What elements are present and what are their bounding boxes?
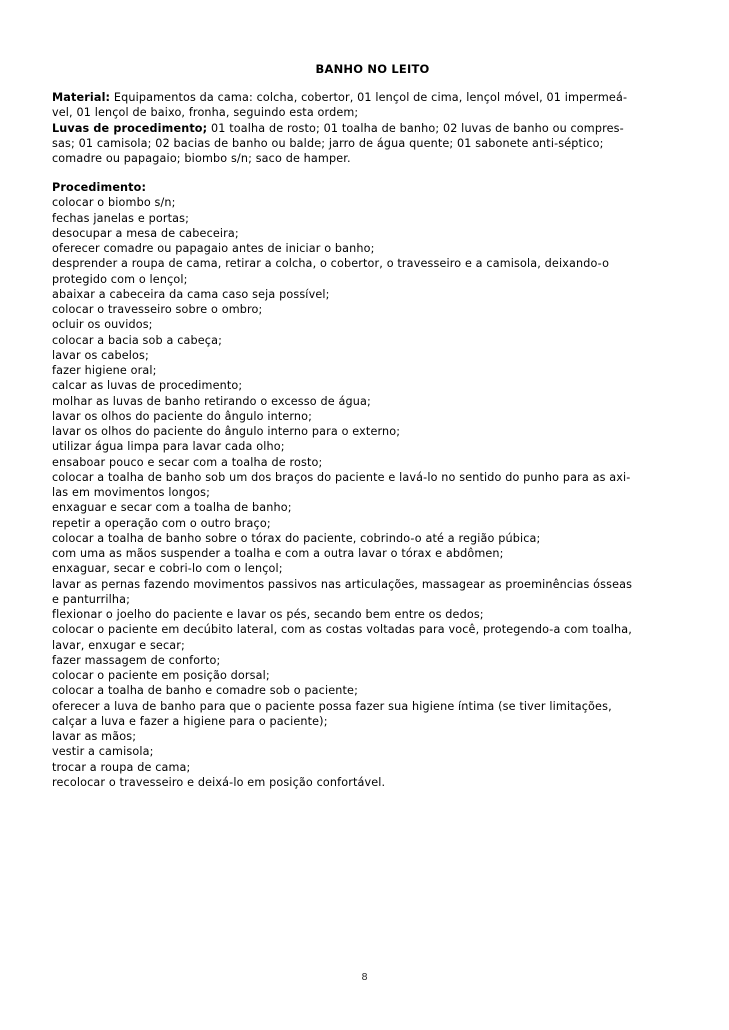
- material-line-5: comadre ou papagaio; biombo s/n; saco de hamper.: [52, 152, 351, 165]
- procedure-step-line: recolocar o travesseiro e deixá-lo em posição confortável.: [52, 775, 386, 789]
- procedure-step-line: calçar a luva e fazer a higiene para o paciente);: [52, 714, 328, 728]
- procedure-label: Procedimento:: [52, 181, 147, 194]
- procedure-step-line: fazer massagem de conforto;: [52, 653, 221, 667]
- procedure-step-line: lavar as mãos;: [52, 730, 137, 743]
- material-line-1: [52, 90, 677, 105]
- material-line-3: [52, 121, 677, 136]
- material-label: Material:: [52, 91, 111, 104]
- procedure-step-line: repetir a operação com o outro braço;: [52, 516, 271, 530]
- procedure-step-line: colocar a toalha de banho sob um dos braços do paciente e lavá-lo no sentido do punho para as axi-: [52, 470, 631, 484]
- procedure-step-line: ensaboar pouco e secar com a toalha de rosto;: [52, 455, 323, 469]
- document-title-text: BANHO NO LEITO: [315, 62, 430, 76]
- procedure-step-line: enxaguar, secar e cobri-lo com o lençol;: [52, 562, 283, 576]
- page-number-text: 8: [361, 972, 368, 983]
- gloves-label: Luvas de procedimento;: [52, 121, 208, 135]
- procedure-step-line: trocar a roupa de cama;: [52, 760, 191, 774]
- procedure-step-line: ocluir os ouvidos;: [52, 318, 153, 332]
- procedure-step-line: fazer higiene oral;: [52, 364, 157, 377]
- procedure-step-line: com uma as mãos suspender a toalha e com a outra lavar o tórax e abdômen;: [52, 547, 504, 560]
- procedure-step-line: oferecer a luva de banho para que o paciente possa fazer sua higiene íntima (se tiver limitações,: [52, 699, 612, 713]
- procedure-step-line: fechas janelas e portas;: [52, 211, 190, 225]
- document-page: [52, 0, 677, 1030]
- document-title: [52, 62, 677, 76]
- procedure-step-line: e panturrilha;: [52, 592, 130, 606]
- procedure-step-line: lavar, enxugar e secar;: [52, 638, 185, 652]
- procedure-step-line: las em movimentos longos;: [52, 486, 210, 499]
- procedure-step-line: colocar a bacia sob a cabeça;: [52, 333, 223, 347]
- material-section: [52, 90, 677, 166]
- procedure-step-line: colocar o paciente em decúbito lateral, com as costas voltadas para você, protegendo-a com toalha,: [52, 623, 632, 637]
- procedure-step-line: vestir a camisola;: [52, 745, 154, 759]
- procedure-step-line: enxaguar e secar com a toalha de banho;: [52, 501, 292, 515]
- procedure-step-line: calcar as luvas de procedimento;: [52, 379, 243, 393]
- page-number: [52, 972, 677, 983]
- procedure-step-line: lavar os cabelos;: [52, 348, 149, 362]
- procedure-step-line: desprender a roupa de cama, retirar a colcha, o cobertor, o travesseiro e a camisola, deixando-o: [52, 257, 610, 271]
- procedure-step-line: flexionar o joelho do paciente e lavar os pés, secando bem entre os dedos;: [52, 608, 484, 621]
- procedure-step-line: protegido com o lençol;: [52, 272, 188, 286]
- procedure-step-line: lavar os olhos do paciente do ângulo interno;: [52, 409, 313, 423]
- procedure-step-line: molhar as luvas de banho retirando o excesso de água;: [52, 394, 371, 408]
- procedure-step-line: colocar o paciente em posição dorsal;: [52, 669, 270, 682]
- procedure-step-line: colocar a toalha de banho sobre o tórax do paciente, cobrindo-o até a região púbica;: [52, 531, 541, 545]
- procedure-step-line: oferecer comadre ou papagaio antes de iniciar o banho;: [52, 242, 375, 255]
- material-text-3: 01 toalha de rosto; 01 toalha de banho; 02 luvas de banho ou compres-: [207, 121, 624, 135]
- material-line-2: vel, 01 lençol de baixo, fronha, seguindo esta ordem;: [52, 106, 359, 120]
- procedure-step-line: colocar a toalha de banho e comadre sob o paciente;: [52, 684, 358, 698]
- procedure-step-line: colocar o travesseiro sobre o ombro;: [52, 303, 263, 316]
- procedure-steps: [52, 195, 677, 790]
- material-line-4: sas; 01 camisola; 02 bacias de banho ou balde; jarro de água quente; 01 sabonete anti-séptico;: [52, 136, 604, 150]
- procedure-step-line: lavar as pernas fazendo movimentos passivos nas articulações, massagear as proeminências ósseas: [52, 577, 633, 591]
- procedure-step-line: abaixar a cabeceira da cama caso seja possível;: [52, 287, 330, 301]
- material-text-1: Equipamentos da cama: colcha, cobertor, 01 lençol de cima, lençol móvel, 01 impermeá-: [110, 91, 628, 104]
- procedure-section: [52, 180, 677, 790]
- procedure-step-line: lavar os olhos do paciente do ângulo interno para o externo;: [52, 425, 401, 438]
- procedure-step-line: utilizar água limpa para lavar cada olho;: [52, 440, 285, 454]
- procedure-step-line: colocar o biombo s/n;: [52, 196, 176, 210]
- procedure-step-line: desocupar a mesa de cabeceira;: [52, 226, 239, 240]
